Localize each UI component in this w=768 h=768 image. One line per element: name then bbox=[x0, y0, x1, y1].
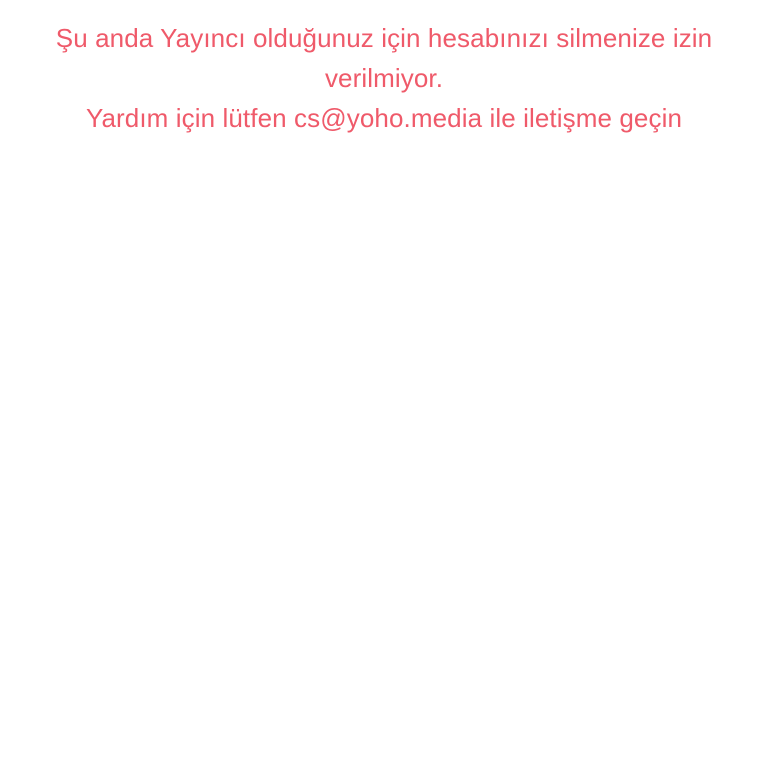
account-deletion-notice bbox=[24, 18, 744, 138]
notice-support-contact-message: Yardım için lütfen cs@yoho.media ile iletişme geçin bbox=[85, 103, 683, 133]
empty-content-area bbox=[24, 138, 744, 698]
notice-primary-message: Şu anda Yayıncı olduğunuz için hesabınızı silmenize izin verilmiyor. bbox=[55, 23, 713, 93]
